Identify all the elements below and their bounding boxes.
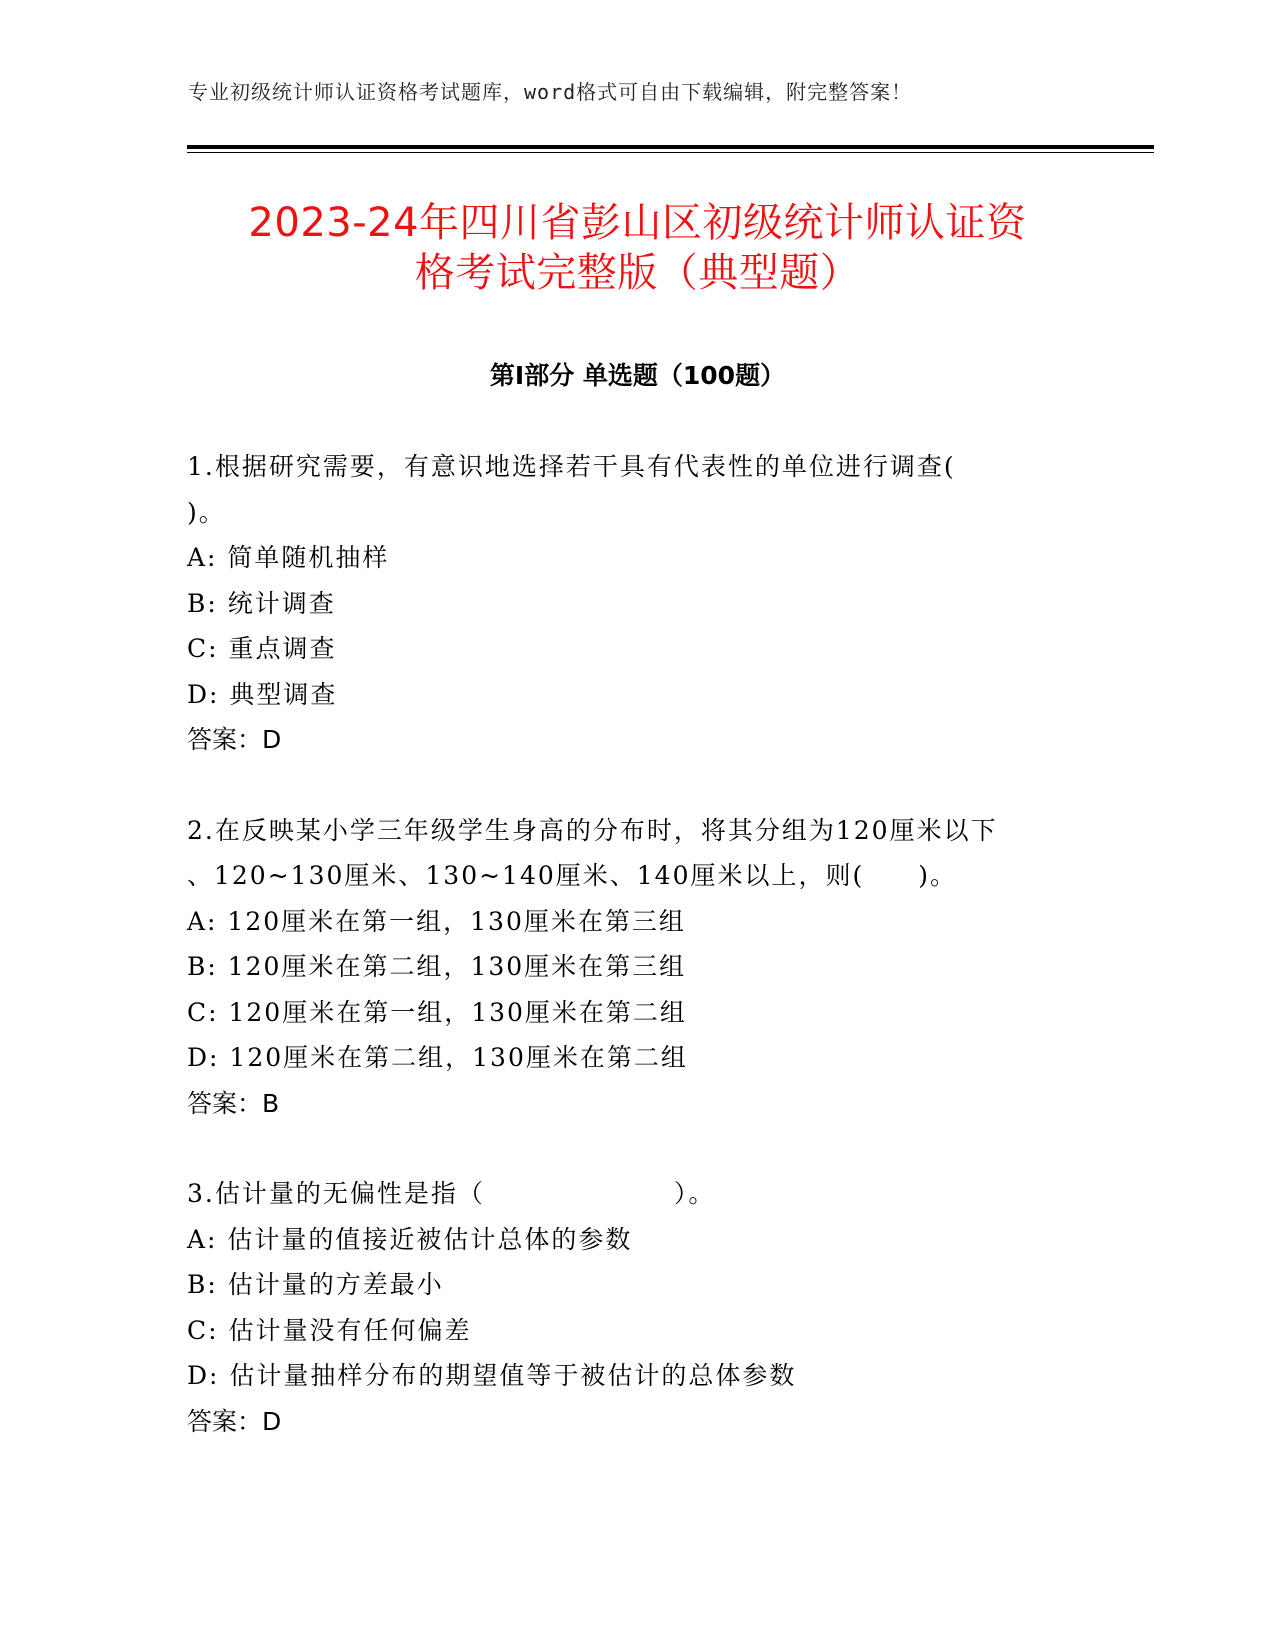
- question-stem-continued: )。: [187, 497, 226, 527]
- header-note: 专业初级统计师认证资格考试题库，word格式可自由下载编辑，附完整答案！: [188, 80, 913, 104]
- option-a: A: 估计量的值接近被估计总体的参数: [187, 1224, 633, 1254]
- question-spacer: [187, 1126, 1087, 1171]
- option-a: A: 简单随机抽样: [187, 543, 390, 572]
- question-3: [187, 1171, 1087, 1444]
- section-title: 第Ⅰ部分 单选题（100题）: [489, 361, 786, 390]
- option-d: D: 典型调查: [187, 679, 338, 709]
- document-title-line-1: 2023-24年四川省彭山区初级统计师认证资: [248, 200, 1027, 246]
- option-b: B: 统计调查: [187, 588, 336, 618]
- question-spacer: [187, 763, 1087, 808]
- option-c: C: 120厘米在第一组，130厘米在第二组: [187, 997, 687, 1027]
- question-2: [187, 808, 1087, 1127]
- question-stem: 3.估计量的无偏性是指（ ）。: [187, 1179, 716, 1208]
- answer: 答案：B: [187, 1088, 280, 1118]
- option-b: B: 估计量的方差最小: [187, 1270, 444, 1299]
- option-a: A: 120厘米在第一组，130厘米在第三组: [187, 906, 686, 936]
- option-d: D: 估计量抽样分布的期望值等于被估计的总体参数: [187, 1361, 797, 1390]
- question-stem-continued: 、120~130厘米、130~140厘米、140厘米以上，则( )。: [187, 861, 957, 890]
- option-b: B: 120厘米在第二组，130厘米在第三组: [187, 952, 687, 981]
- question-stem: 2.在反映某小学三年级学生身高的分布时，将其分组为120厘米以下: [187, 815, 998, 845]
- question-stem: 1.根据研究需要，有意识地选择若干具有代表性的单位进行调查(: [187, 452, 956, 481]
- question-list: [187, 444, 1087, 1444]
- answer: 答案：D: [187, 725, 282, 754]
- document-title-line-2: 格考试完整版（典型题）: [414, 250, 861, 296]
- option-c: C: 重点调查: [187, 634, 337, 663]
- option-d: D: 120厘米在第二组，130厘米在第二组: [187, 1043, 688, 1072]
- option-c: C: 估计量没有任何偏差: [187, 1315, 472, 1345]
- header-rule-thin: [187, 152, 1154, 153]
- answer: 答案：D: [187, 1406, 282, 1436]
- document-title: [100, 198, 1175, 298]
- header-rule-thick: [187, 145, 1154, 149]
- question-1: [187, 444, 1087, 763]
